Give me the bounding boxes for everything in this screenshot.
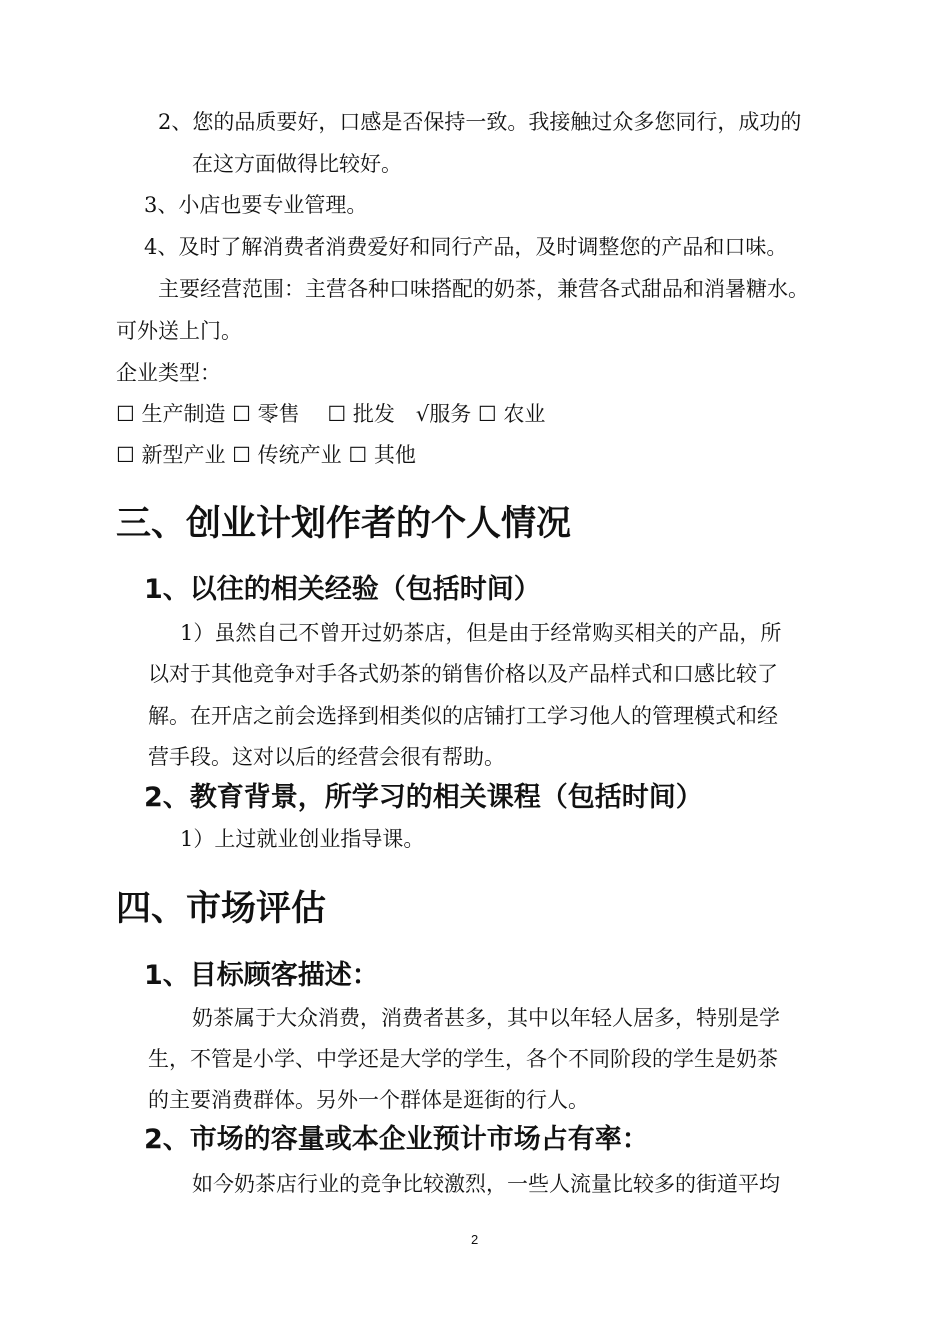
section4-sub2-line: 如今奶茶店行业的竞争比较激烈，一些人流量比较多的街道平均 <box>192 1172 780 1196</box>
page-number: 2 <box>471 1232 479 1247</box>
list-item-4: 4、及时了解消费者消费爱好和同行产品，及时调整您的产品和口味。 <box>144 235 788 259</box>
section4-sub1-title: 1、目标顾客描述： <box>144 960 379 991</box>
list-item-3: 3、小店也要专业管理。 <box>144 193 368 217</box>
list-item-2-line2: 在这方面做得比较好。 <box>192 152 402 176</box>
section3-sub1-line1: 1）虽然自己不曾开过奶茶店，但是由于经常购买相关的产品，所 <box>180 621 782 645</box>
section4-sub1-line1: 奶茶属于大众消费，消费者甚多，其中以年轻人居多，特别是学 <box>192 1006 780 1030</box>
section3-title: 三、创业计划作者的个人情况 <box>116 504 572 544</box>
section3-sub1-line3: 解。在开店之前会选择到相类似的店铺打工学习他人的管理模式和经 <box>148 704 778 728</box>
section3-sub1-title: 1、以往的相关经验（包括时间） <box>144 574 541 605</box>
section4-sub1-line3: 的主要消费群体。另外一个群体是逛街的行人。 <box>148 1088 589 1112</box>
section3-sub1-line2: 以对于其他竞争对手各式奶茶的销售价格以及产品样式和口感比较了 <box>148 662 778 686</box>
business-scope-line2: 可外送上门。 <box>116 319 242 343</box>
section3-sub2-line: 1）上过就业创业指导课。 <box>180 827 425 851</box>
business-scope-line1: 主要经营范围：主营各种口味搭配的奶茶，兼营各式甜品和消暑糖水。 <box>158 277 809 301</box>
section4-title: 四、市场评估 <box>116 889 327 929</box>
enterprise-type-row1: ☐ 生产制造 ☐ 零售 ☐ 批发 √服务 ☐ 农业 <box>116 402 546 426</box>
section3-sub1-line4: 营手段。这对以后的经营会很有帮助。 <box>148 745 505 769</box>
list-item-2-line1: 2、您的品质要好，口感是否保持一致。我接触过众多您同行，成功的 <box>158 110 802 134</box>
section4-sub1-line2: 生，不管是小学、中学还是大学的学生，各个不同阶段的学生是奶茶 <box>148 1047 778 1071</box>
enterprise-type-label: 企业类型： <box>116 361 221 385</box>
enterprise-type-row2: ☐ 新型产业 ☐ 传统产业 ☐ 其他 <box>116 443 416 467</box>
section4-sub2-title: 2、市场的容量或本企业预计市场占有率： <box>144 1124 649 1155</box>
section3-sub2-title: 2、教育背景，所学习的相关课程（包括时间） <box>144 782 703 813</box>
